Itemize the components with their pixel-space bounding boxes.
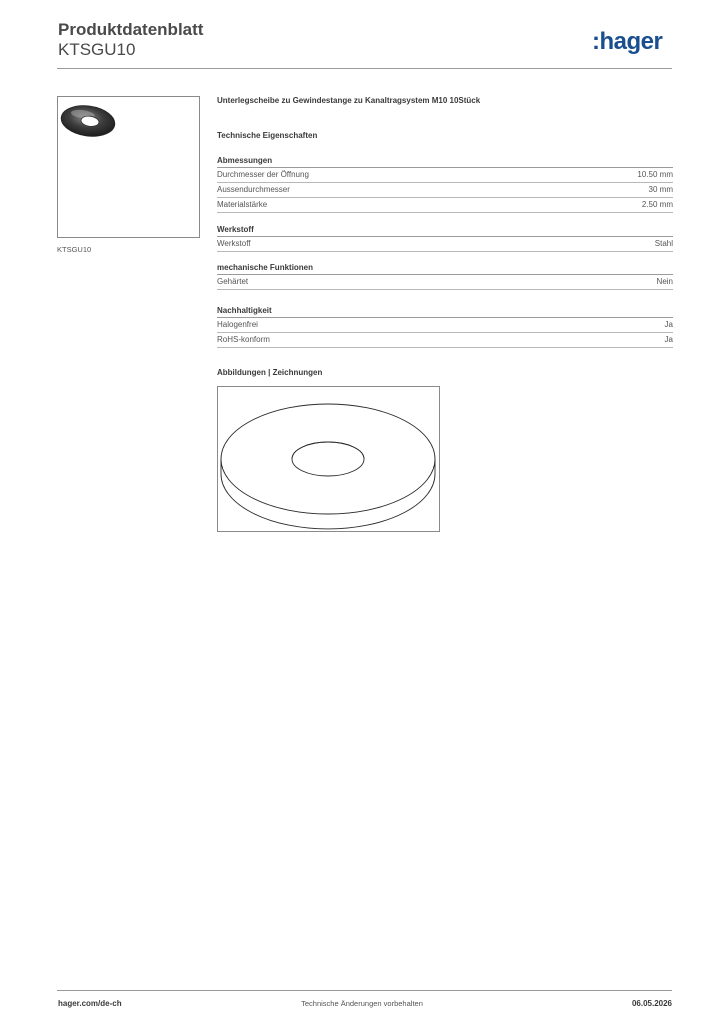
spec-value: Nein xyxy=(656,277,673,286)
technical-drawing xyxy=(217,386,440,532)
technical-properties-heading: Technische Eigenschaften xyxy=(217,131,318,140)
spec-row xyxy=(217,183,673,198)
specifications-section xyxy=(217,96,673,378)
washer-photo-icon xyxy=(58,97,199,237)
spec-label: Materialstärke xyxy=(217,200,268,209)
spec-group-title: mechanische Funktionen xyxy=(217,262,673,275)
spec-group-dimensions xyxy=(217,155,673,213)
footer-website-link[interactable]: hager.com/de-ch xyxy=(58,999,122,1008)
spec-group-title: Nachhaltigkeit xyxy=(217,305,673,318)
spec-group-title: Abmessungen xyxy=(217,155,673,168)
spec-row xyxy=(217,198,673,213)
spec-value: 2.50 mm xyxy=(641,200,673,209)
spec-label: Durchmesser der Öffnung xyxy=(217,170,309,179)
footer-divider xyxy=(57,990,672,991)
spec-group-mechanical xyxy=(217,262,673,290)
washer-drawing-icon xyxy=(218,387,439,531)
spec-row xyxy=(217,168,673,183)
spec-value: Stahl xyxy=(654,239,673,248)
spec-value: Ja xyxy=(664,335,673,344)
spec-group-material xyxy=(217,224,673,252)
hager-logo-text: :hager xyxy=(592,28,663,55)
product-description: Unterlegscheibe zu Gewindestange zu Kanaltragsystem M10 10Stück xyxy=(217,96,481,105)
header-divider xyxy=(57,68,672,69)
spec-group-sustainability xyxy=(217,305,673,348)
spec-label: Gehärtet xyxy=(217,277,249,286)
footer-date: 06.05.2026 xyxy=(631,999,672,1008)
thumbnail-caption: KTSGU10 xyxy=(57,245,92,254)
spec-label: Werkstoff xyxy=(217,239,251,248)
hager-logo xyxy=(592,27,672,57)
spec-label: Aussendurchmesser xyxy=(217,185,290,194)
spec-value: Ja xyxy=(664,320,673,329)
page-title: Produktdatenblatt xyxy=(58,20,204,39)
spec-row xyxy=(217,237,673,252)
spec-row xyxy=(217,275,673,290)
product-code: KTSGU10 xyxy=(58,40,136,59)
spec-group-title: Werkstoff xyxy=(217,224,673,237)
spec-label: Halogenfrei xyxy=(217,320,258,329)
spec-label: RoHS-konform xyxy=(217,335,270,344)
drawings-heading: Abbildungen | Zeichnungen xyxy=(217,368,323,377)
spec-value: 30 mm xyxy=(648,185,673,194)
product-thumbnail xyxy=(57,96,200,238)
spec-value: 10.50 mm xyxy=(637,170,673,179)
footer-note: Technische Änderungen vorbehalten xyxy=(301,999,423,1008)
spec-row xyxy=(217,318,673,333)
spec-row xyxy=(217,333,673,348)
